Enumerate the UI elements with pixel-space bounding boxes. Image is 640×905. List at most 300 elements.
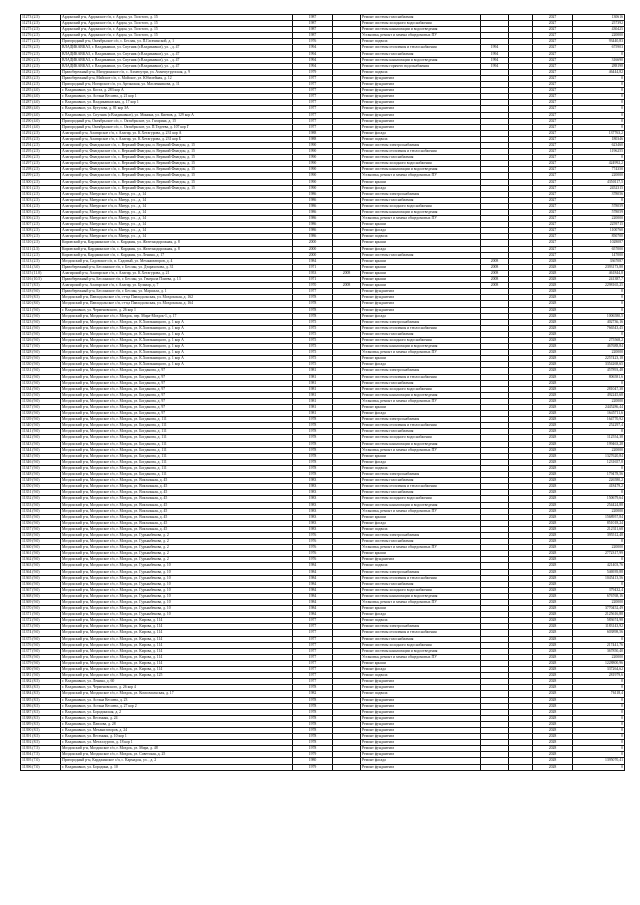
address-cell: Алагирский р-н, Фиагдонское с/п, с. Верхний Фиагдон, п. Верхний Фиагдон, д. 15 [61,149,293,155]
plan-year-cell: 2028 [533,679,573,685]
address-cell: Алагирский р-н, Мизурское г/п, п. Мизур, ул. , д. 14 [61,222,293,228]
plan-year-cell: 2028 [533,752,573,758]
plan-year-cell: 2028 [533,545,573,551]
address-cell: Моздокский р-н, Моздокское г/п, г. Моздок, ул. Вокзальная, д. 45 [61,520,293,526]
year-built-cell: 1975 [293,319,333,325]
plan-year-cell: 2028 [533,587,573,593]
year-built-cell: 1981 [293,374,333,380]
plan-year-cell: 2028 [533,435,573,441]
plan-year-cell: 2028 [533,551,573,557]
cost-cell: 2393173,88 [573,264,625,270]
year-built-cell: 1978 [293,441,333,447]
work-type-cell: Ремонт системы электроснабжения [361,191,481,197]
row-id-cell: 11344 (9.0) [21,447,61,453]
work-type-cell: Ремонт фундамента [361,715,481,721]
year-built-cell: 1977 [293,673,333,679]
plan-year-cell: 2028 [533,423,573,429]
work-type-cell: Установка, ремонт и замена общедомовых ПУ [361,350,481,356]
address-cell: Моздокский р-н, Моздокское г/п, г. Моздок, ул. Богданова, д. 97 [61,386,293,392]
work-type-cell: Ремонт фундамента [361,295,481,301]
plan-year-cell: 2028 [533,398,573,404]
year-built-cell: 1977 [293,94,333,100]
address-cell: Алагирский р-н, Фиагдонское с/п, с. Верхний Фиагдон, п. Верхний Фиагдон, д. 15 [61,161,293,167]
row-id-cell: 11343 (9.0) [21,441,61,447]
plan-year-cell: 2027 [533,179,573,185]
work-type-cell: Ремонт системы газоснабжения [361,331,481,337]
address-cell: Моздокский р-н, Моздокское г/п, г. Моздок, ул. Вокзальная, д. 45 [61,496,293,502]
cost-cell: 578059 [573,210,625,216]
address-cell: Моздокский р-н, Моздокское г/п, г. Моздок, ул. Богданова, д. 111 [61,423,293,429]
plan-year-cell: 2027 [533,39,573,45]
work-type-cell: Установка, ремонт и замена общедомовых ПУ [361,545,481,551]
table-row [21,764,625,770]
work-type-cell: Ремонт фасада [361,228,481,234]
row-id-cell: 11309 (2.5) [21,234,61,240]
last-repair-year-cell: 1994 [481,63,509,69]
last-repair-year-cell [481,764,509,770]
cost-cell: 676768,16 [573,593,625,599]
plan-year-cell: 2028 [533,356,573,362]
year-built-cell: 1984 [293,575,333,581]
work-type-cell: Ремонт крыши [361,264,481,270]
work-type-cell: Установка, ремонт и замена общедомовых ПУ [361,216,481,222]
year-built-cell: 1976 [293,39,333,45]
year-built-cell: 1970 [293,283,333,289]
cost-cell: 1231657,8 [573,459,625,465]
cost-cell: 180346 [573,136,625,142]
plan-year-cell: 2027 [533,234,573,240]
cost-cell: 137763,2 [573,130,625,136]
cost-cell: 1045413,56 [573,575,625,581]
year-built-cell: 1977 [293,618,333,624]
address-cell: г. Владикавказ, ул. Бородинская, д. 2 [61,709,293,715]
cost-cell: 0 [573,331,625,337]
plan-year-cell: 2027 [533,216,573,222]
work-type-cell: Ремонт системы газоснабжения [361,490,481,496]
row-id-cell: 11342 (9.0) [21,435,61,441]
plan-year-cell: 2028 [533,642,573,648]
row-id-cell: 11358 (9.0) [21,532,61,538]
address-cell: Кировский р-н, Карджинское с/п, с. Карджин, ул. Железнодорожная, д. 8 [61,246,293,252]
work-type-cell: Ремонт крыши [361,270,481,276]
last-repair-year-cell: 2008 [481,277,509,283]
work-type-cell: Ремонт системы холодного водоснабжения [361,587,481,593]
cost-cell: 220000 [573,600,625,606]
row-id-cell: 11315 (11.0) [21,270,61,276]
plan-year-cell: 2028 [533,697,573,703]
work-type-cell: Ремонт фасада [361,313,481,319]
address-cell: Моздокский р-н, Моздокское г/п, г. Моздок, ул. Кирова, д. 114 [61,624,293,630]
address-cell: г. Владикавказ, ул. Бородина, д. 10 [61,764,293,770]
work-type-cell: Ремонт системы газоснабжения [361,197,481,203]
work-type-cell: Ремонт системы электроснабжения [361,569,481,575]
cost-cell: 766543,45 [573,325,625,331]
work-type-cell: Ремонт системы отопления и теплоснабжения [361,45,481,51]
address-cell: Моздокский р-н, Моздокское г/п, г. Моздок, ул. К.Хмельницкого, д. 1 кор А [61,344,293,350]
row-id-cell: 11290 (4.0) [21,118,61,124]
row-id-cell: 11395 (7.0) [21,758,61,764]
year-built-cell: 1981 [293,411,333,417]
cost-cell: 254424,88 [573,502,625,508]
address-cell: г. Владикавказ, ул. Спутник (г.Владикавказ), ул. Минина, ул. Киевов, д. 129 кор А [61,112,293,118]
year-built-cell: 2000 [293,246,333,252]
plan-year-cell: 2028 [533,295,573,301]
cost-cell: 424992,2 [573,161,625,167]
address-cell: Моздокский р-н, Моздокское г/п, г. Моздок, ул. Гурьянбекова, д. 2 [61,532,293,538]
row-id-cell: 11353 (9.0) [21,502,61,508]
plan-year-cell: 2027 [533,88,573,94]
year-built-cell: 1983 [293,526,333,532]
cost-cell: 0 [573,301,625,307]
work-type-cell: Установка, ремонт и замена общедомовых ПУ [361,398,481,404]
row-id-cell: 11349 (9.0) [21,478,61,484]
work-type-cell: Ремонт системы канализации и водоотведения [361,441,481,447]
address-cell: Правобережный р-н, Мичуринское г/п, с. Ахмепутри, ул. Ахмепутрупская, д. 9 [61,69,293,75]
cost-cell: 4350117,5 [573,179,625,185]
cost-cell: 583674,98 [573,618,625,624]
plan-year-cell: 2028 [533,715,573,721]
cost-cell: 0 [573,75,625,81]
plan-year-cell: 2027 [533,94,573,100]
plan-year-cell: 2028 [533,764,573,770]
year-built-cell: 1990 [293,142,333,148]
address-cell: г. Владикавказ, ул. Ленина, д. 60 [61,679,293,685]
work-type-cell: Ремонт системы газоснабжения [361,636,481,642]
row-id-cell: 11317 (8.5) [21,283,61,289]
work-type-cell: Ремонт системы электроснабжения [361,532,481,538]
cost-cell: 0 [573,727,625,733]
plan-year-cell: 2028 [533,557,573,563]
work-type-cell: Ремонт системы отопления и теплоснабжения [361,423,481,429]
work-type-cell: Ремонт системы отопления и теплоснабжения [361,575,481,581]
cost-cell: 150679,64 [573,496,625,502]
plan-year-cell: 2028 [533,496,573,502]
address-cell: Ардонский р-н, Ардонское г/п, г. Ардон, ул. Толстого, д. 15 [61,27,293,33]
plan-year-cell: 2028 [533,270,573,276]
address-cell: Моздокский р-н, Моздокское г/п, г. Моздок, ул. Советская, д. 25 [61,752,293,758]
work-type-cell: Ремонт системы холодного водоснабжения [361,642,481,648]
work-type-cell: Ремонт фундамента [361,734,481,740]
plan-year-cell: 2028 [533,331,573,337]
cost-cell: 774350 [573,167,625,173]
cost-cell: 0 [573,307,625,313]
plan-year-cell: 2028 [533,581,573,587]
cost-cell: 0 [573,740,625,746]
year-built-cell: 1984 [293,587,333,593]
cost-cell: 421403,76 [573,563,625,569]
address-cell: Моздокский р-н, Моздокское г/п, г. Моздок, ул. Кирова, д. 114 [61,648,293,654]
address-cell: Моздокский р-н, Моздокское г/п, г. Моздок, ул. Кирова, д. 125 [61,673,293,679]
address-cell: Моздокский р-н, Моздокское г/п, г. Моздок, ул. Гурьянбекова, д. 10 [61,606,293,612]
year-built-cell: 1987 [293,33,333,39]
address-cell: Моздокский р-н, Моздокское г/п, г. Моздок, ул. Комсомольская, д. 17 [61,691,293,697]
year-built-cell: 1981 [293,405,333,411]
year-built-cell: 1978 [293,307,333,313]
work-type-cell: Ремонт системы электроснабжения [361,319,481,325]
row-id-cell: 11338 (9.0) [21,411,61,417]
cost-cell: 0 [573,721,625,727]
year-built-cell: 1981 [293,398,333,404]
row-id-cell: 11396 (7.0) [21,764,61,770]
cost-cell: 220000 [573,447,625,453]
address-cell: г. Владикавказ, ул. Астана Кесаева, д. 21 кор 1 [61,94,293,100]
cost-cell: 217441,76 [573,642,625,648]
row-id-cell: 11327 (9.0) [21,344,61,350]
cost-cell: 0 [573,51,625,57]
address-cell: Моздокский р-н, Моздокское г/п, г. Моздок, ул. Гурьянбекова, д. 2 [61,551,293,557]
year-built-cell: 1977 [293,289,333,295]
row-id-cell: 11357 (9.0) [21,526,61,532]
plan-year-cell: 2028 [533,667,573,673]
address-cell: Моздокский р-н, Моздокское г/п, г. Моздок, ул. К.Хмельницкого, д. 1 кор А [61,331,293,337]
cost-cell: 2257423,18 [573,356,625,362]
cost-cell: 0 [573,118,625,124]
address-cell: г. Владикавказ, ул. Механизаторов, д. 24 [61,727,293,733]
address-cell: Правобережный р-н, Бесланское г/п, г. Беслан, ул. Маршала, д. 1 [61,289,293,295]
address-cell: Моздокский р-н, Моздокское г/п, г. Моздок, ул. Богданова, д. 97 [61,405,293,411]
plan-year-cell: 2028 [533,337,573,343]
address-cell: Моздокский р-н, Моздокское г/п, г. Моздок, ул. Мира, д. 48 [61,746,293,752]
cost-cell: 220000 [573,545,625,551]
row-id-cell: 11394 (7.5) [21,752,61,758]
year-built-cell: 1978 [293,447,333,453]
cost-cell: 675903 [573,45,625,51]
address-cell: Алагирский р-н, Мизурское г/п, п. Мизур, ул. , д. 14 [61,210,293,216]
row-id-cell: 11375 (9.0) [21,636,61,642]
work-type-cell: Ремонт фундамента [361,118,481,124]
work-type-cell: Ремонт фундамента [361,112,481,118]
work-type-cell: Ремонт фундамента [361,82,481,88]
cost-cell: 337264,62 [573,667,625,673]
cost-cell: 492245,68 [573,392,625,398]
row-id-cell: 11297 (2.5) [21,161,61,167]
plan-year-cell: 2027 [533,246,573,252]
row-id-cell: 11388 (8.5) [21,715,61,721]
row-id-cell: 11331 (9.0) [21,368,61,374]
plan-year-cell: 2027 [533,191,573,197]
year-built-cell: 1990 [293,155,333,161]
row-id-cell: 11392 (8.5) [21,740,61,746]
row-id-cell: 11387 (8.5) [21,709,61,715]
plan-year-cell: 2028 [533,502,573,508]
address-cell: ВЛАДИКАВКАЗ, г. Владикавказ, ул. Спутник (г.Владикавказ), ул. , д. 47 [61,63,293,69]
row-id-cell: 11312 (2.5) [21,252,61,258]
work-type-cell: Ремонт фундамента [361,106,481,112]
year-built-cell: 1983 [293,508,333,514]
row-id-cell: 11326 (9.0) [21,337,61,343]
row-id-cell: 11337 (9.0) [21,405,61,411]
year-built-cell: 1978 [293,313,333,319]
work-type-cell: Установка, ремонт и замена общедомовых ПУ [361,508,481,514]
address-cell: Моздокский р-н, Моздокское г/п, г. Моздок, ул. К.Хмельницкого, д. 1 кор А [61,319,293,325]
work-type-cell: Ремонт системы канализации и водоотведения [361,210,481,216]
address-cell: Моздокский р-н, Моздокское г/п, г. Моздок, ул. Богданова, д. 111 [61,472,293,478]
plan-year-cell: 2028 [533,721,573,727]
year-built-cell: 1977 [293,660,333,666]
address-cell: Моздокский р-н, Моздокское г/п, г. Моздок, ул. К.Хмельницкого, д. 1 кор А [61,325,293,331]
address-cell: Моздокский р-н, Моздокское г/п, г. Моздок, пер. Мира-Моздок-1, д. 17 [61,313,293,319]
year-built-cell: 1984 [293,606,333,612]
row-id-cell: 11377 (9.0) [21,648,61,654]
work-type-cell: Ремонт фасада [361,459,481,465]
address-cell: Правобережный р-н, Бесланское г/п, г. Беслан, ул. Генерала Плиева, д. 13 [61,277,293,283]
cost-cell: 1006580,5 [573,313,625,319]
cost-cell: 0 [573,82,625,88]
year-built-cell: 1990 [293,173,333,179]
last-repair-year-cell: 2008 [481,258,509,264]
row-id-cell: 11378 (9.0) [21,654,61,660]
year-built-cell: 1978 [293,301,333,307]
year-built-cell: 1977 [293,630,333,636]
year-built-cell: 1990 [293,167,333,173]
address-cell: г. Владикавказ, ул. Астана Кесаева, д. 23 [61,697,293,703]
year-built-cell: 1971 [293,264,333,270]
year-built-cell: 1978 [293,727,333,733]
row-id-cell: 11288 (4.0) [21,106,61,112]
row-id-cell: 11364 (9.0) [21,569,61,575]
address-cell: Алагирский р-н, Фиагдонское с/п, с. Верхний Фиагдон, п. Верхний Фиагдон, д. 15 [61,179,293,185]
row-id-cell: 11314 (3.0) [21,264,61,270]
year-built-cell: 1986 [293,216,333,222]
row-id-cell: 11351 (9.0) [21,490,61,496]
work-type-cell: Установка, ремонт и замена общедомовых ПУ [361,447,481,453]
plan-year-cell: 2028 [533,593,573,599]
cost-cell: 546939,88 [573,569,625,575]
plan-year-cell: 2027 [533,197,573,203]
plan-year-cell: 2028 [533,405,573,411]
plan-year-cell: 2027 [533,203,573,209]
work-type-cell: Ремонт системы газоснабжения [361,429,481,435]
cost-cell: 1645711,6 [573,411,625,417]
row-id-cell: 11301 (2.5) [21,185,61,191]
cost-cell: 0 [573,746,625,752]
row-id-cell: 11352 (9.0) [21,496,61,502]
last-repair-year-cell: 1994 [481,57,509,63]
row-id-cell: 11368 (9.0) [21,593,61,599]
row-id-cell: 11321 (9.0) [21,307,61,313]
year-built-cell: 1978 [293,417,333,423]
work-type-cell: Ремонт крыши [361,179,481,185]
address-cell: г. Владикавказ, ул. Кутузова, д. 81 кор ЗА [61,106,293,112]
plan-year-cell: 2028 [533,660,573,666]
row-id-cell: 11381 (9.0) [21,673,61,679]
plan-year-cell: 2028 [533,277,573,283]
address-cell: Моздокский р-н, Моздокское г/п, г. Моздок, ул. Гурьянбекова, д. 2 [61,539,293,545]
plan-year-cell: 2027 [533,57,573,63]
cost-cell: 1395070,41 [573,758,625,764]
year-built-cell: 1987 [293,15,333,21]
cost-cell: 402736,16 [573,319,625,325]
cost-cell: 0 [573,289,625,295]
cost-cell: 0 [573,703,625,709]
table-body [21,15,625,771]
year-built-cell: 1983 [293,484,333,490]
row-id-cell: 11308 (2.5) [21,228,61,234]
address-cell: Моздокский р-н, Моздокское г/п, г. Моздок, ул. К.Хмельницкого, д. 1 кор А [61,356,293,362]
cost-cell: 220000 [573,216,625,222]
year-built-cell: 1978 [293,423,333,429]
cost-cell: 226580,2 [573,478,625,484]
work-type-cell: Ремонт системы газоснабжения [361,380,481,386]
address-cell: Моздокский р-н, Моздокское г/п, г. Моздок, ул. К.Хмельницкого, д. 1 кор А [61,337,293,343]
plan-year-cell: 2028 [533,691,573,697]
address-cell: Пригородный р-н, Октябрьское с/п, с. Беслан, ул. П.Гагачинской, д. 1 [61,39,293,45]
year-built-cell: 1976 [293,551,333,557]
row-id-cell: 11319 (8.5) [21,295,61,301]
year-built-cell: 1983 [293,502,333,508]
row-id-cell: 11310 (2.5) [21,240,61,246]
plan-year-cell: 2028 [533,648,573,654]
work-type-cell: Ремонт фасада [361,246,481,252]
address-cell: Моздокский р-н, Моздокское г/п, г. Моздок, ул. К.Хмельницкого, д. 1 кор А [61,362,293,368]
year-built-cell: 1978 [293,459,333,465]
row-id-cell: 11369 (9.0) [21,600,61,606]
plan-year-cell: 2028 [533,350,573,356]
cost-cell: 1183143,92 [573,624,625,630]
cost-cell: 0 [573,380,625,386]
address-cell: Моздокский р-н, Моздокское г/п, г. Моздок, ул. Кирова, д. 114 [61,642,293,648]
year-built-cell: 1990 [293,185,333,191]
work-type-cell: Ремонт фасада [361,362,481,368]
work-type-cell: Ремонт фундамента [361,75,481,81]
row-id-cell: 11329 (9.0) [21,356,61,362]
row-id-cell: 11285 (4.0) [21,88,61,94]
last-repair-year-cell: 2008 [481,283,509,289]
year-built-cell: 1978 [293,472,333,478]
row-id-cell: 11284 (2.5) [21,82,61,88]
plan-year-cell: 2028 [533,411,573,417]
cost-cell: 0 [573,636,625,642]
year-built-cell: 1983 [293,478,333,484]
register-sheet [20,14,624,771]
cost-cell: 199463,28 [573,441,625,447]
row-id-cell: 11292 (2.5) [21,130,61,136]
cost-cell: 252297,4 [573,423,625,429]
work-type-cell: Установка, ремонт и замена общедомовых ПУ [361,173,481,179]
work-type-cell: Ремонт фундамента [361,709,481,715]
row-id-cell: 11366 (9.0) [21,581,61,587]
year-built-cell: 1983 [293,490,333,496]
row-id-cell: 11287 (4.0) [21,100,61,106]
address-cell: г. Владикавказ, ул. Владикавказская, д. 17 кор 1 [61,100,293,106]
address-cell: Моздокский р-н, Моздокское г/п, г. Моздок, ул. Богданова, д. 111 [61,459,293,465]
plan-year-cell: 2027 [533,15,573,21]
work-type-cell: Ремонт фундамента [361,557,481,563]
address-cell: Пригородный р-н, Карджинское с/п, с. Кармадон, ул. , д. 2 [61,758,293,764]
address-cell: Алагирский р-н, Мизурское г/п, п. Мизур, ул. , д. 14 [61,216,293,222]
row-id-cell: 11276 (2.5) [21,33,61,39]
plan-year-cell: 2028 [533,758,573,764]
row-id-cell: 11370 (9.0) [21,606,61,612]
plan-year-cell: 2028 [533,636,573,642]
year-built-cell: 1978 [293,697,333,703]
plan-year-cell: 2028 [533,453,573,459]
address-cell: Моздокский р-н, Моздокское г/п, г. Моздок, ул. Вокзальная, д. 45 [61,478,293,484]
extra-cell [509,764,533,770]
address-cell: Моздокский р-н, Садовское с/п, п. Садовый, ул. Механизаторов, д. 4 [61,258,293,264]
cost-cell: 0 [573,685,625,691]
address-cell: Пригородный р-н, Октябрьское с/п, с. Октябрьское, ул. Гагарина, д. 15 [61,118,293,124]
year-built-cell: 1978 [293,685,333,691]
cost-cell: 0 [573,539,625,545]
year-built-cell: 1994 [293,57,333,63]
work-type-cell: Ремонт подвала [361,673,481,679]
cost-cell: 1028087 [573,240,625,246]
cost-cell: 0 [573,465,625,471]
cost-cell: 0 [573,112,625,118]
work-type-cell: Ремонт системы холодного водоснабжения [361,337,481,343]
row-id-cell: 11335 (9.0) [21,392,61,398]
